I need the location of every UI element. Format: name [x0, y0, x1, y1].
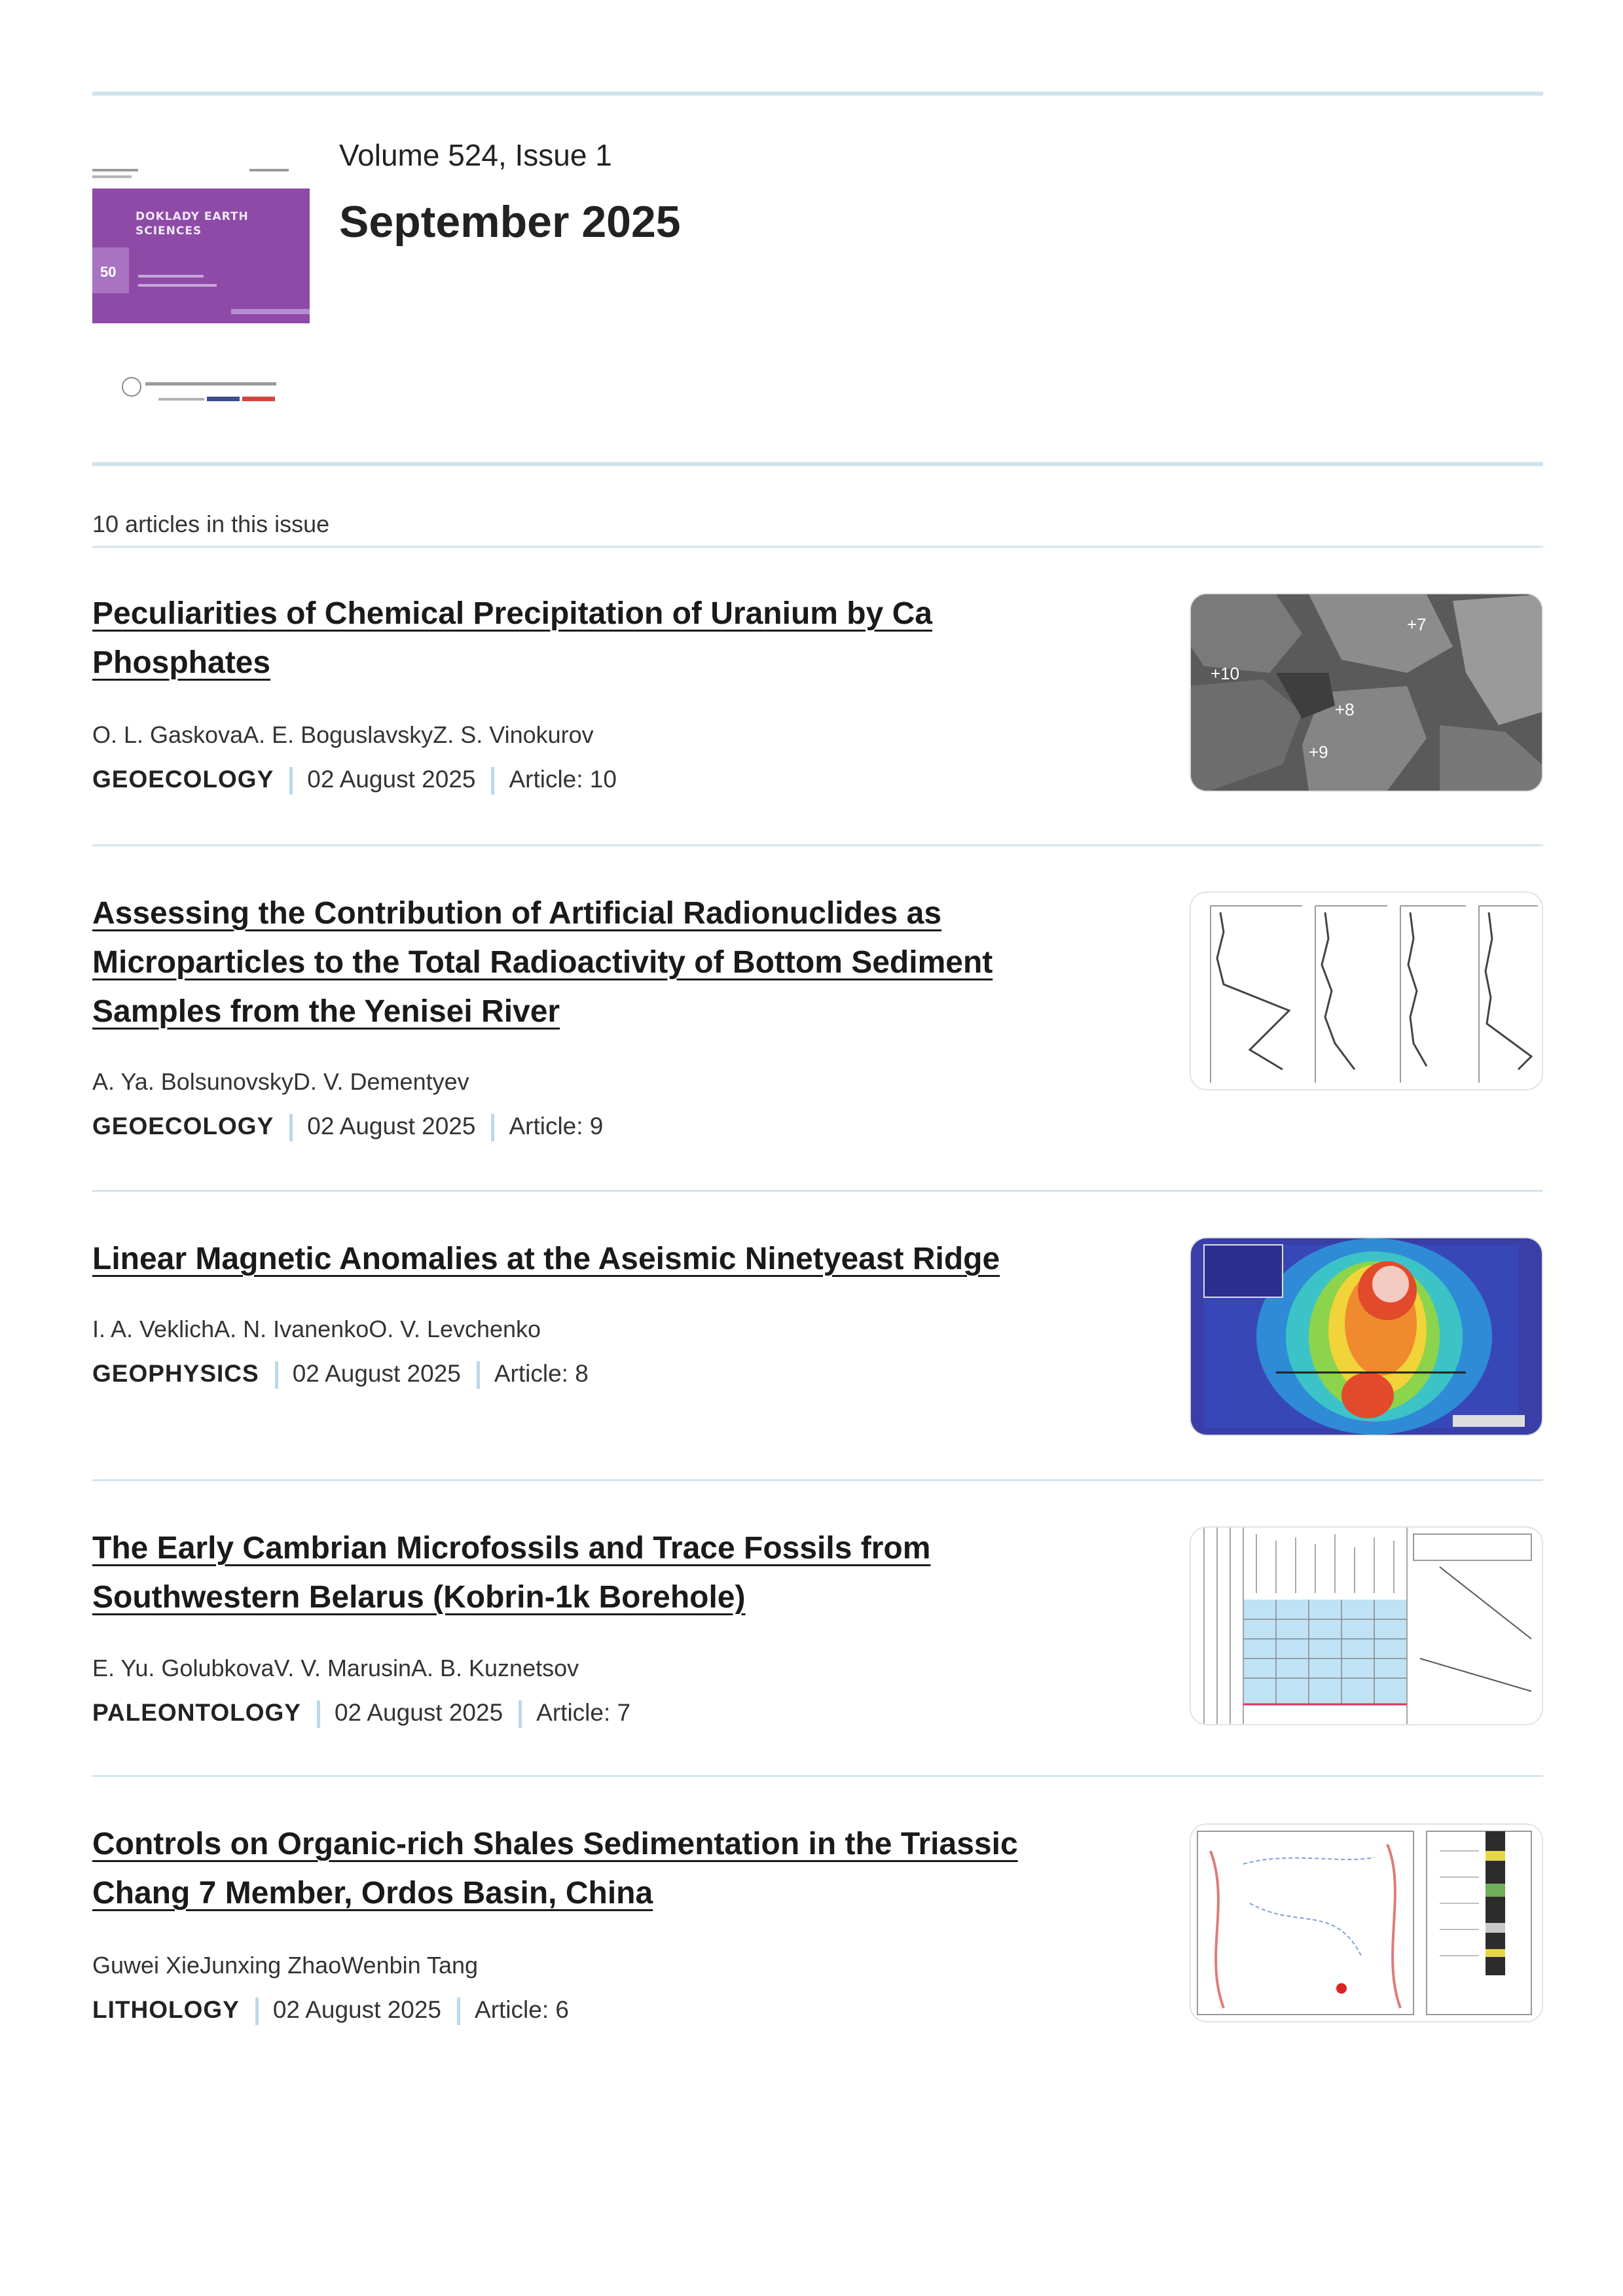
article-meta — [92, 1360, 589, 1389]
article-divider — [92, 1479, 1543, 1481]
article-meta — [92, 766, 617, 795]
article-number: Article: 10 — [509, 766, 617, 793]
article-meta — [92, 1113, 603, 1141]
cover-decoration — [138, 275, 204, 278]
meta-separator — [491, 767, 494, 795]
article-title-link[interactable]: The Early Cambrian Microfossils and Trace Fossils from Southwestern Belarus (Kobrin-1k Borehole) — [92, 1531, 931, 1615]
header-divider — [92, 462, 1543, 466]
article-category: GEOPHYSICS — [92, 1360, 259, 1387]
article-authors: A. Ya. BolsunovskyD. V. Dementyev — [92, 1068, 469, 1095]
article-date: 02 August 2025 — [334, 1699, 503, 1726]
article-date: 02 August 2025 — [272, 1996, 442, 2023]
meta-separator — [457, 1998, 460, 2025]
article-title-link[interactable]: Linear Magnetic Anomalies at the Aseismic Ninetyeast Ridge — [92, 1242, 1000, 1276]
list-divider — [92, 546, 1543, 548]
article-date: 02 August 2025 — [307, 1113, 476, 1139]
article-authors: O. L. GaskovaA. E. BoguslavskyZ. S. Vinokurov — [92, 721, 594, 748]
article-meta — [92, 1996, 569, 2025]
meta-separator — [255, 1998, 259, 2025]
journal-cover-image[interactable] — [92, 162, 310, 323]
article-authors: Guwei XieJunxing ZhaoWenbin Tang — [92, 1952, 479, 1979]
cover-decoration — [249, 169, 289, 171]
thumbnail-stratigraphic-chart — [1191, 1528, 1542, 1724]
article-item — [92, 889, 1087, 1036]
meta-separator — [289, 767, 293, 795]
article-date: 02 August 2025 — [292, 1360, 461, 1387]
cover-decoration — [92, 175, 132, 178]
article-item — [92, 589, 1087, 687]
meta-separator — [491, 1114, 494, 1141]
article-title-link[interactable]: Peculiarities of Chemical Precipitation of Uranium by Ca Phosphates — [92, 596, 932, 680]
thumbnail-basin-map — [1191, 1825, 1542, 2021]
article-item — [92, 1234, 1087, 1283]
article-date: 02 August 2025 — [307, 766, 476, 793]
thumbnail-magnetic-map — [1191, 1238, 1542, 1435]
article-number: Article: 8 — [494, 1360, 589, 1387]
publisher-logo-line — [145, 382, 276, 386]
article-title-link[interactable]: Controls on Organic-rich Shales Sedimentation in the Triassic Chang 7 Member, Ordos Basin, China — [92, 1827, 1018, 1910]
article-count: 10 articles in this issue — [92, 511, 330, 537]
article-number: Article: 7 — [536, 1699, 631, 1726]
article-number: Article: 9 — [509, 1113, 604, 1139]
publisher-logo-line — [207, 397, 240, 401]
top-divider — [92, 92, 1543, 96]
article-thumbnail[interactable] — [1190, 1237, 1543, 1436]
cover-ribbon-text: 50 — [100, 264, 117, 280]
article-thumbnail[interactable] — [1190, 593, 1543, 792]
article-authors: I. A. VeklichA. N. IvanenkoO. V. Levchenko — [92, 1316, 541, 1342]
article-title-link[interactable]: Assessing the Contribution of Artificial Radionuclides as Microparticles to the Total Radioactivity of Bottom Sediment Samples from the Yenisei River — [92, 896, 993, 1029]
meta-separator — [317, 1700, 320, 1728]
publisher-logo — [122, 377, 284, 410]
meta-separator — [275, 1361, 278, 1389]
article-item — [92, 1524, 1087, 1622]
article-item — [92, 1820, 1087, 1918]
article-divider — [92, 1775, 1543, 1777]
publisher-logo-line — [242, 397, 275, 401]
thumbnail-label: +9 — [1309, 742, 1328, 762]
article-authors: E. Yu. GolubkovaV. V. MarusinA. B. Kuznetsov — [92, 1655, 579, 1681]
article-thumbnail[interactable] — [1190, 1526, 1543, 1725]
thumbnail-depth-profiles — [1191, 893, 1542, 1089]
thumbnail-label: +10 — [1211, 664, 1240, 683]
meta-separator — [289, 1114, 293, 1141]
thumbnail-label: +7 — [1407, 615, 1427, 634]
article-divider — [92, 844, 1543, 846]
article-category: LITHOLOGY — [92, 1996, 240, 2023]
meta-separator — [519, 1700, 522, 1728]
thumbnail-micrograph — [1191, 594, 1542, 791]
article-category: PALEONTOLOGY — [92, 1699, 301, 1726]
article-number: Article: 6 — [475, 1996, 569, 2023]
issue-date: September 2025 — [339, 197, 681, 247]
article-thumbnail[interactable] — [1190, 1823, 1543, 2022]
issue-volume: Volume 524, Issue 1 — [339, 138, 612, 172]
cover-decoration — [92, 169, 138, 171]
article-thumbnail[interactable] — [1190, 891, 1543, 1090]
cover-decoration — [231, 309, 310, 314]
article-category: GEOECOLOGY — [92, 1113, 274, 1139]
thumbnail-label: +8 — [1335, 700, 1355, 719]
article-meta — [92, 1699, 630, 1728]
publisher-emblem-icon — [122, 377, 141, 397]
meta-separator — [477, 1361, 480, 1389]
article-divider — [92, 1190, 1543, 1192]
article-category: GEOECOLOGY — [92, 766, 274, 793]
cover-journal-title: DOKLADY EARTH SCIENCES — [136, 210, 249, 238]
publisher-logo-line — [158, 398, 204, 401]
cover-decoration — [138, 284, 217, 287]
